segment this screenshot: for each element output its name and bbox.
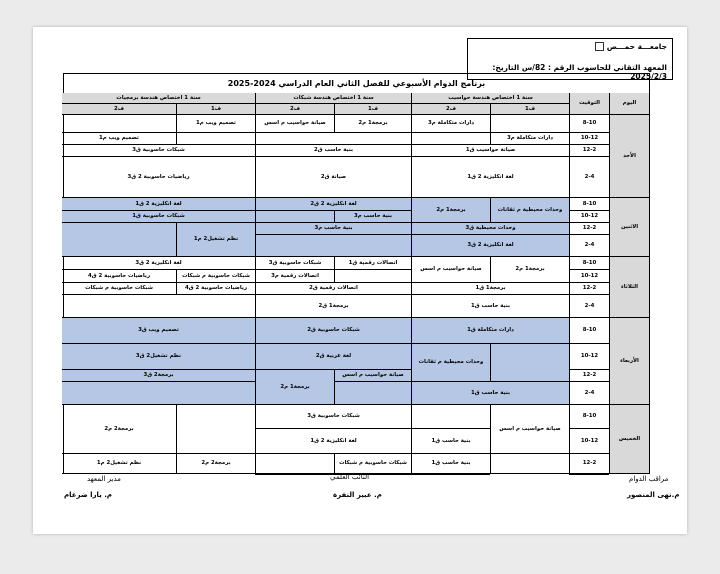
schedule-cell (176, 405, 255, 454)
schedule-cell: بنية حاسب ق2 (255, 145, 411, 157)
day-label: الخميس (609, 405, 649, 474)
time-slot: 10-12 (569, 429, 609, 454)
col-header-dept-net: سنة 1 اختصاص هندسة شبكات (255, 93, 411, 104)
col-header-dept-hw: سنة 1 اختصاص هندسة حواسيب (411, 93, 569, 104)
time-slot (569, 474, 609, 475)
checkbox-icon (595, 42, 604, 51)
time-slot: 12-2 (569, 223, 609, 235)
schedule-cell: برمجة1 م2 (255, 370, 334, 405)
schedule-title: برنامج الدوام الأسبوعي للفصل الثاني العام الدراسي 2024-2025 (64, 74, 649, 94)
schedule-cell: دارات متكاملة ق1 (411, 318, 569, 344)
col-header-f1: ف1 (490, 104, 569, 115)
schedule-cell (62, 115, 176, 133)
schedule-cell: لغة انكليزية 2 ق1 (255, 429, 411, 454)
day-label: الثلاثاء (609, 257, 649, 318)
schedule-cell: بنية حاسب ق1 (411, 454, 490, 474)
schedule-cell: برمجة1 م2 (334, 115, 411, 133)
time-slot: 10-12 (569, 211, 609, 223)
schedule-cell (62, 382, 255, 405)
schedule-cell (62, 223, 176, 257)
col-header-dept-sw: سنة 1 اختصاص هندسة برمجيات (62, 93, 255, 104)
schedule-cell: لغة انكليزية 2 ق1 (411, 157, 569, 198)
schedule-cell: صيانة حواسيب ق1 (411, 145, 569, 157)
schedule-cell: رياضيات حاسوبية 2 ق3 (62, 157, 255, 198)
schedule-cell: شبكات حاسوبية م شبكات (176, 270, 255, 283)
schedule-cell: نظم تشغيل2 م1 (176, 223, 255, 257)
schedule-cell: بنية حاسب م3 (255, 223, 411, 235)
schedule-cell: اتصالات رقمية م3 (255, 270, 334, 283)
schedule-cell: تصميم ويب م1 (176, 115, 255, 133)
schedule-cell: وحدات محيطية ق3 (411, 223, 569, 235)
col-header-f2: ف2 (411, 104, 490, 115)
deputy-title: النائب العلمي (330, 473, 370, 481)
time-slot: 8-10 (569, 405, 609, 429)
time-slot: 8-10 (569, 198, 609, 211)
schedule-cell: صيانة ق2 (255, 157, 411, 198)
time-slot: 2-4 (569, 157, 609, 198)
day-label: الأحد (609, 115, 649, 198)
schedule-cell: بنية حاسب ق1 (411, 429, 490, 454)
schedule-cell (255, 211, 334, 223)
schedule-cell: دارات متكاملة م3 (411, 115, 490, 133)
schedule-cell: بنية حاسب م3 (334, 211, 411, 223)
schedule-cell (411, 405, 490, 429)
schedule-cell (490, 344, 569, 382)
schedule-cell: شبكات حاسوبية ق3 (255, 405, 411, 429)
schedule-cell: بنية حاسب ق1 (411, 382, 569, 405)
day-label: الأربعاء (609, 318, 649, 405)
schedule-cell: شبكات حاسوبية ق2 (255, 318, 411, 344)
schedule-cell: صيانة حواسيب م اسس (334, 370, 411, 382)
schedule-cell (411, 133, 490, 145)
col-header-time: التوقيت (569, 93, 609, 115)
schedule-cell (255, 133, 411, 145)
schedule-cell: لغة انكليزية 2 ق1 (62, 198, 255, 211)
schedule-cell: صيانة حواسيب م اسس (255, 115, 334, 133)
schedule-cell: لغة عربية ق2 (255, 344, 411, 370)
schedule-cell: لغة انكليزية 2 ق3 (411, 235, 569, 257)
time-slot: 10-12 (569, 133, 609, 145)
time-slot: 10-12 (569, 344, 609, 370)
schedule-cell: شبكات حاسوبية م شبكات (334, 454, 411, 474)
schedule-cell: برمجة1 ق1 (411, 283, 569, 295)
schedule-cell: نظم تشغيل2 م1 (62, 454, 176, 474)
schedule-cell: رياضيات حاسوبية 2 ق4 (176, 283, 255, 295)
col-header-f2: ف2 (255, 104, 334, 115)
schedule-cell: صيانة حواسيب م اسس (411, 257, 490, 283)
schedule-cell (255, 454, 334, 474)
schedule-cell: وحدات محيطية م ثقانات (490, 198, 569, 223)
schedule-cell (334, 382, 411, 405)
schedule-cell: برمجة2 م2 (176, 454, 255, 474)
schedule-cell (411, 474, 490, 475)
time-slot: 2-4 (569, 235, 609, 257)
schedule-cell: لغة انكليزية 2 ق2 (255, 198, 411, 211)
col-header-f2: ف2 (62, 104, 176, 115)
schedule-cell: شبكات حاسوبية ق3 (62, 145, 255, 157)
schedule-cell: اتصالات رقمية ق2 (255, 283, 411, 295)
schedule-cell (255, 235, 411, 257)
schedule-cell: وحدات محيطية م ثقانات (411, 344, 490, 382)
schedule-cell: بنية حاسب ق1 (411, 295, 569, 318)
director-title: مدير المعهد (87, 475, 121, 483)
time-slot: 12-2 (569, 370, 609, 382)
time-slot: 8-10 (569, 257, 609, 270)
schedule-cell: تصميم ويب ق3 (62, 318, 255, 344)
schedule-cell: شبكات حاسوبية م شبكات (62, 283, 176, 295)
time-slot: 8-10 (569, 318, 609, 344)
time-slot: 2-4 (569, 382, 609, 405)
col-header-day: اليوم (609, 93, 649, 115)
schedule-cell: لغة انكليزية 2 ق3 (62, 257, 255, 270)
day-label: الاثنين (609, 198, 649, 257)
time-slot: 12-2 (569, 145, 609, 157)
schedule-cell (334, 270, 411, 283)
schedule-cell: رياضيات حاسوبية 2 ق4 (62, 270, 176, 283)
schedule-cell (62, 295, 255, 318)
schedule-cell (490, 454, 569, 474)
schedule-cell: دارات متكاملة م3 (490, 133, 569, 145)
schedule-cell: اتصالات رقمية ق1 (334, 257, 411, 270)
col-header-f1: ف1 (176, 104, 255, 115)
supervisor-title: مراقب الدوام (629, 475, 669, 483)
schedule-cell: برمجة1 ق2 (255, 295, 411, 318)
schedule-cell: تصميم ويب م1 (62, 133, 176, 145)
time-slot: 10-12 (569, 270, 609, 283)
director-name: م. يارا ضرغام (64, 491, 113, 499)
schedule-cell (490, 115, 569, 133)
schedule-cell: شبكات حاسوبية ق1 (62, 211, 255, 223)
schedule-cell (176, 133, 255, 145)
schedule-cell: نظم تشغيل2 ق3 (62, 344, 255, 370)
time-slot: 12-2 (569, 283, 609, 295)
supervisor-name: م.نهى المنصور (627, 491, 680, 499)
schedule-cell: صيانة حواسيب م اسس (490, 405, 569, 454)
schedule-cell: برمجة2 م2 (62, 405, 176, 454)
col-header-f1: ف1 (334, 104, 411, 115)
schedule-cell: شبكات حاسوبية ق3 (255, 257, 334, 270)
deputy-name: م. عبير النفرة (333, 491, 382, 499)
time-slot: 2-4 (569, 295, 609, 318)
university-name: جامعـــة حمـــص (606, 42, 667, 51)
weekly-schedule-table (63, 73, 650, 474)
schedule-cell: برمجة2 ق3 (62, 370, 255, 382)
time-slot: 12-2 (569, 454, 609, 474)
institute-line: المعهد التقاني للحاسوب الرقم : 82/س التاريخ: 2025/2/3 (492, 63, 667, 81)
schedule-cell: برمجة1 م2 (490, 257, 569, 283)
time-slot: 8-10 (569, 115, 609, 133)
schedule-cell: برمجة1 م2 (411, 198, 490, 223)
